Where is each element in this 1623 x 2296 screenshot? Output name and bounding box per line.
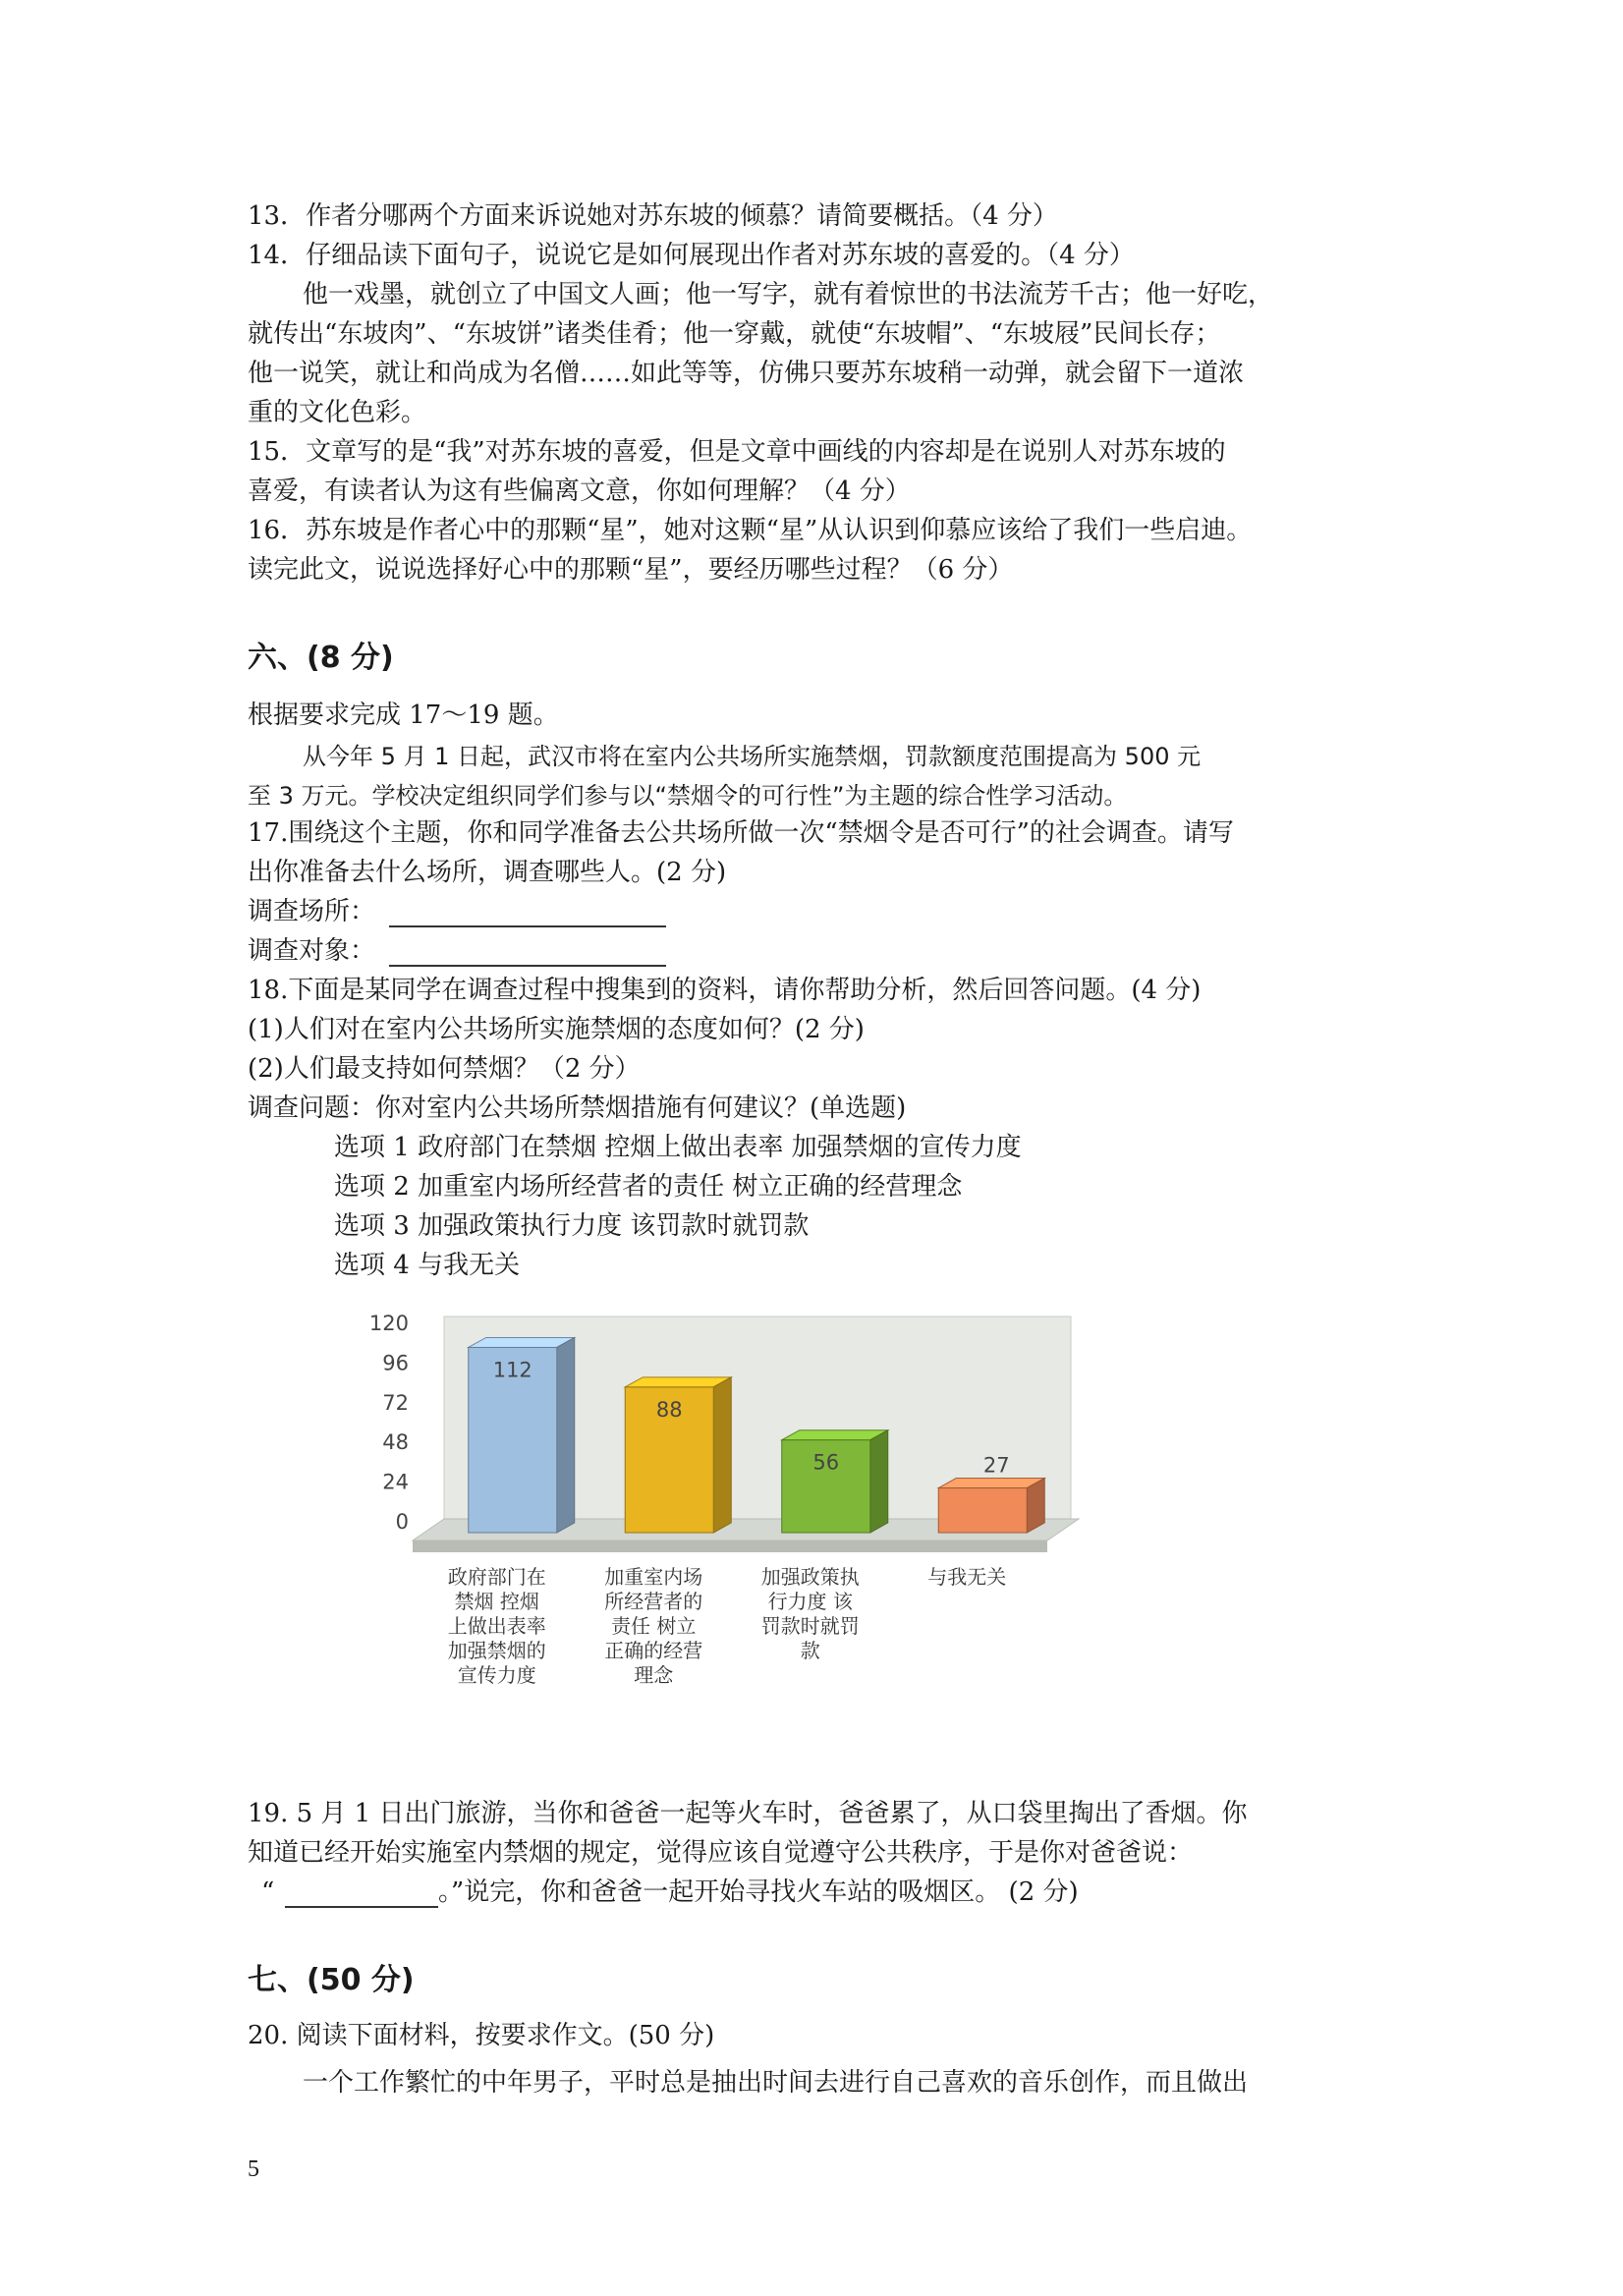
category-label: 政府部门在 [447,1565,546,1589]
quote-line: 他一说笑，就让和尚成为名僧……如此等等，仿佛只要苏东坡稍一动弹，就会留下一道浓 [248,359,1245,388]
survey-option: 选项 2 加重室内场所经营者的责任 树立正确的经营理念 [334,1172,963,1202]
category-label: 理念 [634,1663,674,1687]
section-6-heading: 六、(8 分) [248,641,394,675]
quote-line: 他一戏墨，就创立了中国文人画；他一写字，就有着惊世的书法流芳千古；他一好吃， [303,280,1274,309]
bar-side [557,1337,575,1533]
quote-line: 就传出“东坡肉”、“东坡饼”诸类佳肴；他一穿戴，就使“东坡帽”、“东坡屐”民间长存； [248,319,1221,349]
category-label: 加强禁烟的 [447,1639,546,1662]
survey-question: 调查问题：你对室内公共场所禁烟措施有何建议？(单选题) [248,1093,907,1123]
category-label: 宣传力度 [457,1663,536,1687]
category-label: 款 [800,1639,820,1662]
data-label: 88 [655,1397,683,1422]
data-label: 56 [812,1450,840,1475]
category-label: 正确的经营 [604,1639,703,1662]
category-label: 禁烟 控烟 [454,1590,539,1613]
y-tick-label: 24 [382,1470,409,1494]
chart-floor-edge [413,1540,1047,1552]
question-19-end: 。”说完，你和爸爸一起开始寻找火车站的吸烟区。 (2 分) [438,1877,1079,1907]
survey-option: 选项 1 政府部门在禁烟 控烟上做出表率 加强禁烟的宣传力度 [334,1133,1022,1162]
question-14: 14．仔细品读下面句子，说说它是如何展现出作者对苏东坡的喜爱的。（4 分） [248,241,1135,270]
data-label: 112 [492,1358,532,1382]
essay-material: 一个工作繁忙的中年男子，平时总是抽出时间去进行自己喜欢的音乐创作，而且做出 [303,2068,1249,2098]
material-line: 至 3 万元。学校决定组织同学们参与以“禁烟令的可行性”为主题的综合性学习活动。 [248,782,1128,810]
section-6-intro: 根据要求完成 17～19 题。 [248,700,559,730]
question-20: 20. 阅读下面材料，按要求作文。(50 分) [248,2021,715,2050]
question-19: 19. 5 月 1 日出门旅游，当你和爸爸一起等火车时，爸爸累了，从口袋里掏出了香烟。你 [248,1799,1248,1828]
quote-line: 重的文化色彩。 [248,398,427,427]
category-label: 行力度 该 [767,1590,853,1613]
y-tick-label: 120 [368,1312,409,1335]
category-label: 所经营者的 [604,1590,703,1613]
survey-people-blank[interactable] [389,965,666,967]
material-line: 从今年 5 月 1 日起，武汉市将在室内公共场所实施禁烟，罚款额度范围提高为 500 元 [303,743,1202,770]
page-number: 5 [248,2156,259,2182]
question-13: 13．作者分哪两个方面来诉说她对苏东坡的倾慕？请简要概括。（4 分） [248,201,1058,231]
category-label: 责任 树立 [611,1614,697,1638]
bar-side [1027,1479,1044,1533]
question-15: 15．文章写的是“我”对苏东坡的喜爱，但是文章中画线的内容却是在说别人对苏东坡的 [248,437,1226,467]
question-19-cont: 知道已经开始实施室内禁烟的规定，觉得应该自觉遵守公共秩序，于是你对爸爸说： [248,1838,1194,1868]
question-18-2: (2)人们最支持如何禁烟？（2 分） [248,1054,641,1084]
y-tick-label: 0 [395,1510,409,1534]
question-16: 16．苏东坡是作者心中的那颗“星”，她对这颗“星”从认识到仰慕应该给了我们一些启迪。 [248,516,1253,545]
category-label: 加强政策执 [760,1565,860,1589]
survey-place-label: 调查场所： [248,897,376,926]
data-label: 27 [982,1453,1010,1478]
question-18: 18.下面是某同学在调查过程中搜集到的资料，请你帮助分析，然后回答问题。(4 分) [248,976,1202,1005]
question-17: 17.围绕这个主题，你和同学准备去公共场所做一次“禁烟令是否可行”的社会调查。请写 [248,818,1234,848]
question-16-cont: 读完此文，说说选择好心中的那颗“星”，要经历哪些过程？（6 分） [248,555,1014,585]
bar-side [713,1377,731,1533]
answer-blank[interactable] [285,1906,438,1908]
y-tick-label: 96 [382,1351,409,1375]
category-label: 罚款时就罚 [760,1614,860,1638]
question-17-cont: 出你准备去什么场所，调查哪些人。(2 分) [248,858,727,887]
category-label: 与我无关 [927,1565,1007,1589]
survey-option: 选项 3 加强政策执行力度 该罚款时就罚款 [334,1211,810,1241]
question-15-cont: 喜爱，有读者认为这有些偏离文意，你如何理解？（4 分） [248,476,911,506]
survey-bar-chart [354,1305,1120,1717]
bar-side [870,1430,888,1533]
survey-option: 选项 4 与我无关 [334,1251,521,1280]
question-18-1: (1)人们对在室内公共场所实施禁烟的态度如何？(2 分) [248,1015,865,1044]
survey-place-blank[interactable] [389,925,666,927]
category-label: 加重室内场 [604,1565,703,1589]
category-label: 上做出表率 [447,1614,546,1638]
y-tick-label: 72 [382,1390,409,1415]
section-7-heading: 七、(50 分) [248,1963,415,1997]
quote-open: “ [261,1877,275,1907]
bar [938,1488,1027,1533]
y-tick-label: 48 [382,1430,409,1455]
survey-people-label: 调查对象： [248,936,376,966]
